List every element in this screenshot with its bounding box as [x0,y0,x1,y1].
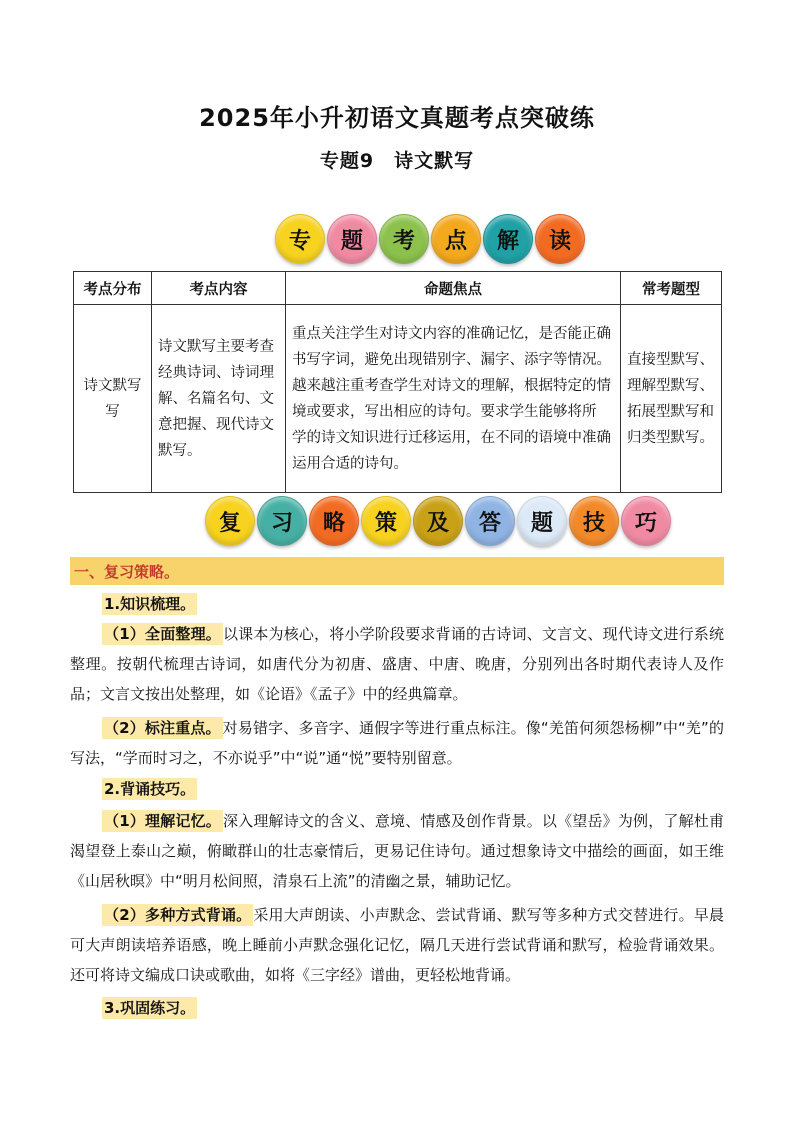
paragraph-text: 深入理解诗文的含义、意境、情感及创作背景。以《望岳》为例，了解杜甫渴望登上泰山之巅，俯瞰群山的壮志豪情后，更易记住诗句。通过想象诗文中描绘的画面，如王维《山居秋暝》中“明月松间照，清泉石上流”的清幽之景，辅助记忆。 [70,812,724,890]
strategy-banner-circle [257,496,307,546]
page-subtitle: 专题9 诗文默写 [319,150,475,172]
table-header-row [74,272,722,305]
strategy-banner-char: 略 [322,510,345,536]
section-heading-bar [70,557,724,585]
topic-banner-circle [379,214,429,264]
paragraph-label: （1）理解记忆。 [104,812,221,830]
topic-banner-circle [327,214,377,264]
subsection-title: 2.背诵技巧。 [104,780,196,798]
paragraph-label: （2）多种方式背诵。 [104,906,252,924]
paragraph-text: 对易错字、多音字、通假字等进行重点标注。像“羌笛何须怨杨柳”中“羌”的写法，“学而时习之，不亦说乎”中“说”通“悦”要特别留意。 [70,719,724,767]
strategy-banner-char: 题 [530,510,553,536]
table-cell-content: 诗文默写主要考查经典诗词、诗词理解、名篇名句、文意把握、现代诗文默写。 [152,305,286,493]
strategy-banner-char: 复 [218,510,241,536]
strategy-banner-circle [413,496,463,546]
strategy-banner [205,496,671,546]
strategy-banner-circle [621,496,671,546]
table-header: 考点分布 [74,272,152,305]
topic-banner-char: 考 [392,228,415,254]
table-header: 常考题型 [621,272,722,305]
strategy-banner-circle [309,496,359,546]
topic-banner-char: 题 [340,228,363,254]
table-header: 考点内容 [152,272,286,305]
paragraph [70,619,724,709]
topic-banner-circle [431,214,481,264]
paragraph-text: 以课本为核心，将小学阶段要求背诵的古诗词、文言文、现代诗文进行系统整理。按朝代梳理古诗词，如唐代分为初唐、盛唐、中唐、晚唐，分别列出各时期代表诗人及作品；文言文按出处整理，如《论语》《孟子》中的经典篇章。 [70,625,724,703]
paragraph-label: （2）标注重点。 [104,719,221,737]
paragraph [70,713,724,773]
subsection-title: 1.知识梳理。 [104,595,196,613]
topic-banner-char: 点 [444,228,467,254]
paragraph [70,806,724,896]
table-cell-focus: 重点关注学生对诗文内容的准确记忆，是否能正确书写字词，避免出现错别字、漏字、添字等情况。越来越注重考查学生对诗文的理解，根据特定的情境或要求，写出相应的诗句。要求学生能够将所 学的诗文知识进行迁移运用，在不同的语境中准确运用合适的诗句。 [286,305,621,493]
strategy-banner-circle [569,496,619,546]
paragraph-text: 采用大声朗读、小声默念、尝试背诵、默写等多种方式交替进行。早晨可大声朗读培养语感，晚上睡前小声默念强化记忆，隔几天进行尝试背诵和默写，检验背诵效果。还可将诗文编成口诀或歌曲，如将《三字经》谱曲，更轻松地背诵。 [70,906,724,984]
subsection-title: 3.巩固练习。 [104,999,196,1017]
topic-banner-char: 专 [288,228,311,254]
strategy-banner-circle [205,496,255,546]
strategy-banner-char: 及 [426,510,449,536]
topic-banner-char: 读 [548,228,571,254]
strategy-banner-char: 巧 [634,510,657,536]
paragraph [70,900,724,990]
exam-point-table [73,271,722,493]
paragraph-label: （1）全面整理。 [104,625,221,643]
strategy-banner-circle [517,496,567,546]
page-title: 2025年小升初语文真题考点突破练 [199,104,595,132]
topic-banner-circle [483,214,533,264]
table-row [74,305,722,493]
topic-banner-char: 解 [496,228,519,254]
table-cell-types: 直接型默写、理解型默写、拓展型默写和归类型默写。 [621,305,722,493]
section-heading: 一、复习策略。 [74,563,180,581]
strategy-banner-char: 答 [478,510,501,536]
topic-banner [275,214,585,264]
strategy-banner-char: 技 [582,510,605,536]
strategy-banner-circle [465,496,515,546]
topic-banner-circle [535,214,585,264]
table-header: 命题焦点 [286,272,621,305]
table-cell-distribution: 诗文默写写 [74,305,152,493]
strategy-banner-circle [361,496,411,546]
strategy-banner-char: 策 [374,510,397,536]
topic-banner-circle [275,214,325,264]
strategy-banner-char: 习 [270,510,293,536]
